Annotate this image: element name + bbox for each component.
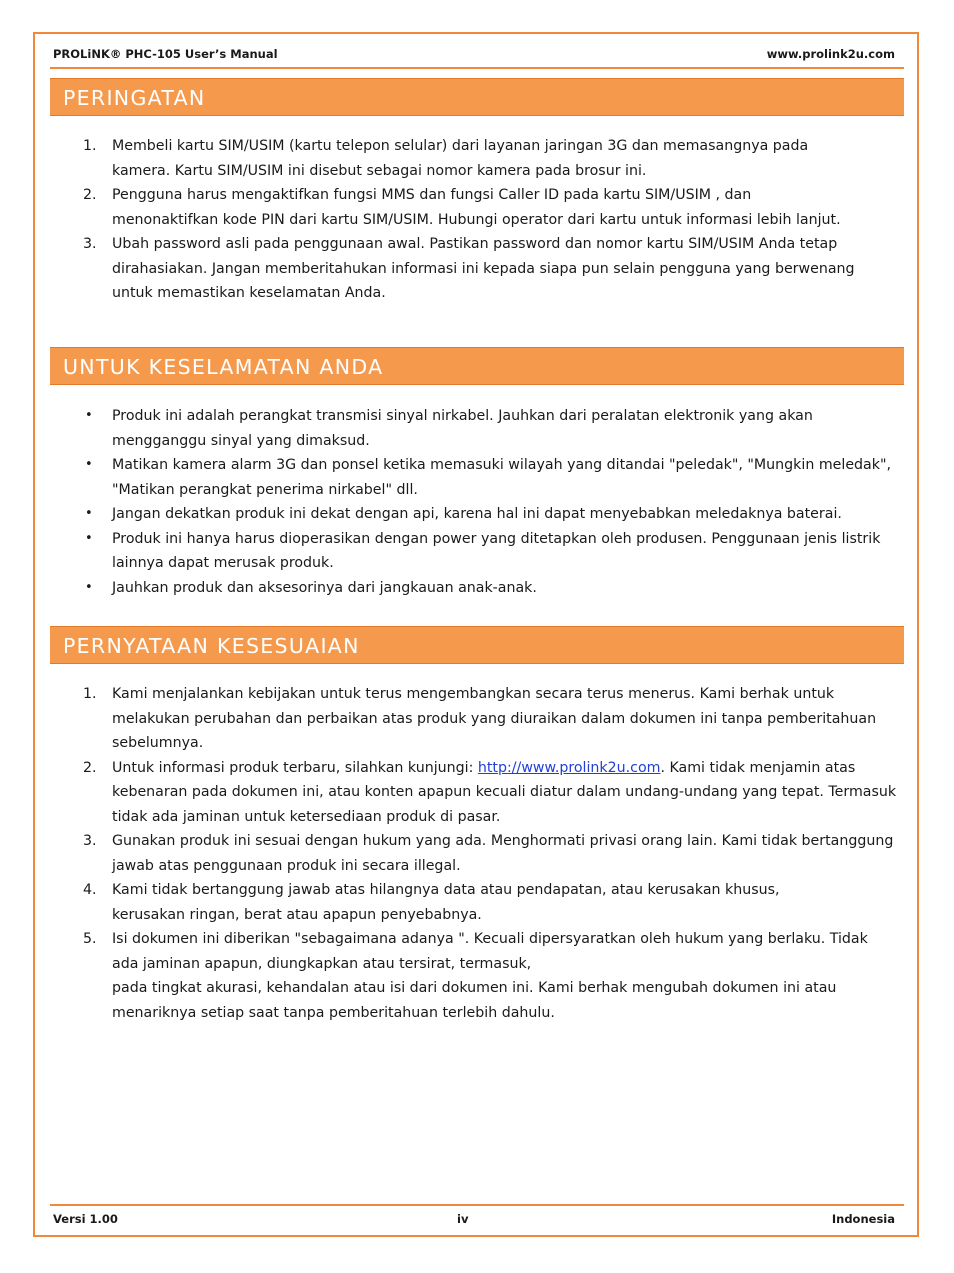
list-item: 3. Ubah password asli pada penggunaan awal. Pastikan password dan nomor kartu SIM/USIM Anda tetap dirahasiakan. Jangan memberitahukan informasi ini kepada siapa pun selain pengguna yang berwenang untuk memastikan keselamatan Anda. <box>112 232 898 306</box>
section-title: PERNYATAAN KESESUAIAN <box>63 634 360 658</box>
bullet: • <box>85 506 93 521</box>
section-banner-keselamatan <box>50 347 904 385</box>
section-banner-kesesuaian <box>50 626 904 664</box>
bullet: • <box>85 457 93 472</box>
list-item: 1. Membeli kartu SIM/USIM (kartu telepon selular) dari layanan jaringan 3G dan memasangnya pada kamera. Kartu SIM/USIM ini disebut sebagai nomor kamera pada brosur ini. <box>112 134 898 183</box>
list-marker: 2. <box>83 759 97 776</box>
list-item: 2. Untuk informasi produk terbaru, silahkan kunjungi: http://www.prolink2u.com. Kami tidak menjamin atas kebenaran pada dokumen ini, atau konten apapun kecuali diatur dalam undang-undang yang tepat. Termasuk tidak ada jaminan untuk ketersediaan produk di pasar. <box>112 756 898 830</box>
bullet: • <box>85 530 93 546</box>
prolink-website-link[interactable]: http://www.prolink2u.com <box>477 759 661 776</box>
page-number: iv <box>457 1212 469 1226</box>
list-marker: 1. <box>83 686 97 702</box>
list-item: • Produk ini adalah perangkat transmisi sinyal nirkabel. Jauhkan dari peralatan elektronik yang akan mengganggu sinyal yang dimaksud. <box>112 404 898 453</box>
list-item: 3. Gunakan produk ini sesuai dengan hukum yang ada. Menghormati privasi orang lain. Kami tidak bertanggung jawab atas penggunaan produk ini secara illegal. <box>112 829 898 878</box>
list-marker: 5. <box>83 931 97 947</box>
list-item: 5. Isi dokumen ini diberikan "sebagaimana adanya ". Kecuali dipersyaratkan oleh hukum yang berlaku. Tidak ada jaminan apapun, diungkapkan atau tersirat, termasuk, pada tingkat akurasi, kehandalan atau isi dari dokumen ini. Kami berhak mengubah dokumen ini atau menariknya setiap saat tanpa pemberitahuan terlebih dahulu. <box>112 927 898 1025</box>
section-title: PERINGATAN <box>63 86 206 110</box>
bullet: • <box>85 579 93 595</box>
section-title: UNTUK KESELAMATAN ANDA <box>63 355 384 379</box>
list-item: 1. Kami menjalankan kebijakan untuk terus mengembangkan secara terus menerus. Kami berhak untuk melakukan perubahan dan perbaikan atas produk yang diuraikan dalam dokumen ini tanpa pemberitahuan sebelumnya. <box>112 682 898 756</box>
list-item: • Produk ini hanya harus dioperasikan dengan power yang ditetapkan oleh produsen. Penggunaan jenis listrik lainnya dapat merusak produk. <box>112 527 898 576</box>
list-marker: 3. <box>83 236 97 252</box>
list-item: • Matikan kamera alarm 3G dan ponsel ketika memasuki wilayah yang ditandai "peledak", "Mungkin meledak", "Matikan perangkat penerima nirkabel" dll. <box>112 453 898 502</box>
list-marker: 4. <box>83 882 97 898</box>
kesesuaian-list <box>83 682 898 1025</box>
header-rule <box>50 67 904 69</box>
language-label: Indonesia <box>831 1212 895 1226</box>
list-marker: 1. <box>83 138 97 154</box>
list-marker: 3. <box>83 833 97 849</box>
website-label: www.prolink2u.com <box>766 47 895 61</box>
page-header <box>53 47 895 63</box>
page-footer <box>53 1212 895 1228</box>
peringatan-list <box>83 134 898 306</box>
list-marker: 2. <box>83 187 97 203</box>
bullet: • <box>85 408 93 423</box>
footer-rule <box>50 1204 904 1206</box>
manual-title: PROLiNK® PHC-105 User’s Manual <box>53 47 278 61</box>
list-item: 2. Pengguna harus mengaktifkan fungsi MMS dan fungsi Caller ID pada kartu SIM/USIM , dan menonaktifkan kode PIN dari kartu SIM/USIM. Hubungi operator dari kartu untuk informasi lebih lanjut. <box>112 183 898 232</box>
section-banner-peringatan <box>50 78 904 116</box>
keselamatan-list <box>85 404 898 600</box>
list-item: • Jangan dekatkan produk ini dekat dengan api, karena hal ini dapat menyebabkan meledaknya baterai. <box>112 502 898 527</box>
list-item: 4. Kami tidak bertanggung jawab atas hilangnya data atau pendapatan, atau kerusakan khusus, kerusakan ringan, berat atau apapun penyebabnya. <box>112 878 898 927</box>
version-label: Versi 1.00 <box>53 1212 118 1226</box>
list-item: • Jauhkan produk dan aksesorinya dari jangkauan anak-anak. <box>112 576 898 601</box>
